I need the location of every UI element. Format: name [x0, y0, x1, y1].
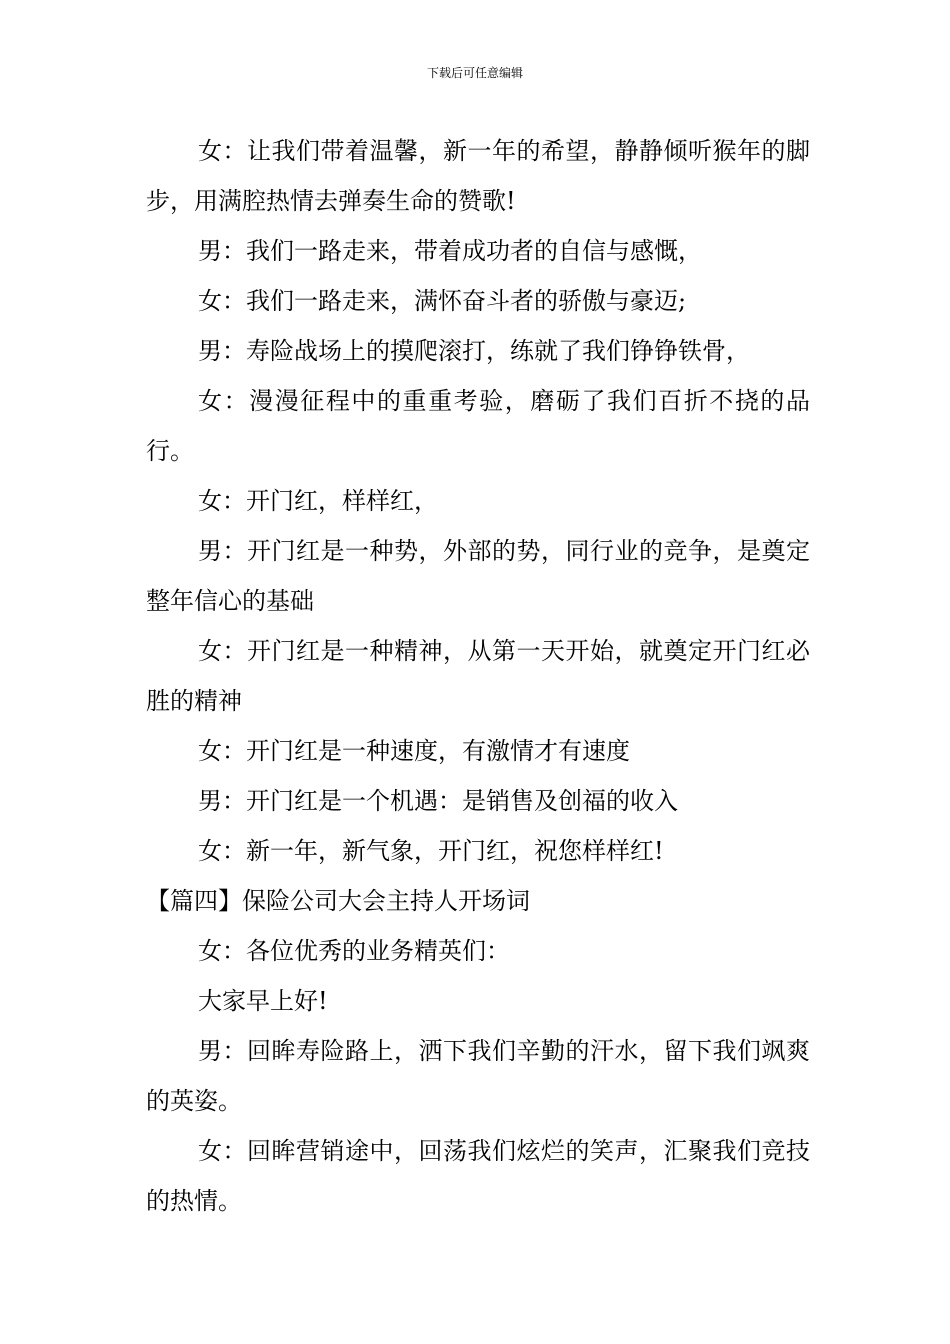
paragraph: 男：寿险战场上的摸爬滚打，练就了我们铮铮铁骨， [198, 337, 750, 365]
page-header: 下载后可任意编辑 [426, 66, 523, 80]
paragraph: 大家早上好! [198, 987, 328, 1015]
paragraph: 女：让我们带着温馨，新一年的希望，静静倾听猴年的脚步，用满腔热情去弹奏生命的赞歌! [146, 137, 810, 215]
paragraph: 男：开门红是一个机遇：是销售及创福的收入 [198, 787, 678, 815]
paragraph: 男：开门红是一种势，外部的势，同行业的竞争，是奠定整年信心的基础 [146, 537, 810, 615]
paragraph: 女：回眸营销途中，回荡我们炫烂的笑声，汇聚我们竞技的热情。 [146, 1137, 810, 1215]
paragraph: 女：开门红是一种精神，从第一天开始，就奠定开门红必胜的精神 [146, 637, 810, 715]
paragraph: 男：我们一路走来，带着成功者的自信与感慨， [198, 237, 702, 265]
paragraph: 女：我们一路走来，满怀奋斗者的骄傲与豪迈; [198, 287, 687, 315]
paragraph: 女：各位优秀的业务精英们： [198, 937, 510, 965]
paragraph: 男：回眸寿险路上，洒下我们辛勤的汗水，留下我们飒爽的英姿。 [146, 1037, 810, 1115]
paragraph: 女：漫漫征程中的重重考验，磨砺了我们百折不挠的品行。 [146, 387, 810, 465]
paragraph: 女：新一年，新气象，开门红，祝您样样红! [198, 837, 664, 865]
document-body [146, 126, 810, 1226]
section-heading: 【篇四】保险公司大会主持人开场词 [146, 887, 530, 915]
paragraph: 女：开门红，样样红， [198, 487, 438, 515]
paragraph: 女：开门红是一种速度，有激情才有速度 [198, 737, 630, 765]
